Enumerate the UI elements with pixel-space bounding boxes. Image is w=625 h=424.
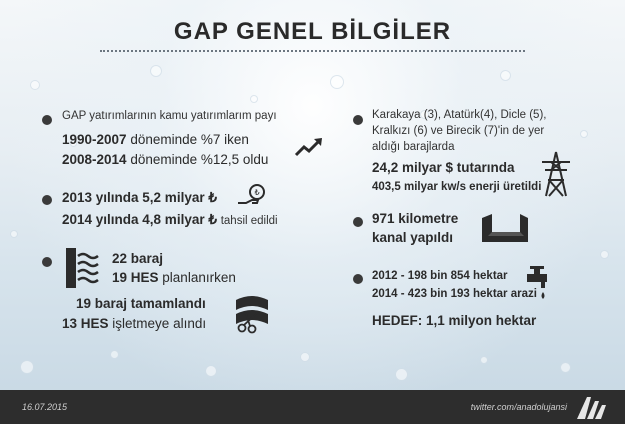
hes-text: planlanırken — [162, 270, 236, 285]
collection-2014 — [62, 212, 278, 228]
period-text: döneminde %12,5 oldu — [130, 152, 269, 167]
coin-hand-icon — [236, 183, 270, 207]
trend-up-icon — [294, 136, 324, 158]
period-label: 2008-2014 — [62, 152, 127, 167]
collection-text: tahsil edildi — [220, 215, 278, 227]
power-tower-icon — [538, 150, 574, 198]
dams-list-line1: Karakaya (3), Atatürk(4), Dicle (5), — [372, 109, 547, 121]
bullet — [42, 195, 52, 205]
ribbon-cutting-icon — [232, 292, 272, 334]
irrigation-2014: 2014 - 423 bin 193 hektar arazi — [372, 288, 537, 300]
bullet — [42, 257, 52, 267]
hes-operational — [62, 316, 206, 331]
twitter-handle[interactable]: twitter.com/anadolujansi — [470, 402, 567, 412]
collection-2013: 2013 yılında 5,2 milyar ₺ — [62, 190, 217, 205]
footer-bar — [0, 390, 625, 424]
collection-label: 2014 yılında 4,8 milyar ₺ — [62, 212, 217, 227]
bullet — [353, 115, 363, 125]
bullet — [42, 115, 52, 125]
dam-water-icon — [64, 246, 104, 290]
dam-count: 22 baraj — [112, 251, 164, 266]
investment-intro: GAP yatırımlarının kamu yatırımlarım payı — [62, 110, 277, 122]
energy-value: 24,2 milyar $ tutarında — [372, 160, 515, 175]
target-hectare: HEDEF: 1,1 milyon hektar — [372, 313, 537, 328]
irrigation-2012: 2012 - 198 bin 854 hektar — [372, 270, 508, 282]
hes-label: 19 HES — [112, 270, 159, 285]
period-text: döneminde %7 iken — [130, 132, 249, 147]
canal-length: 971 kilometre — [372, 211, 459, 226]
anadolu-agency-logo — [575, 393, 609, 421]
svg-text:₺: ₺ — [254, 188, 260, 197]
dams-completed: 19 baraj tamamlandı — [76, 296, 206, 311]
dams-list-line3: aldığı barajlarda — [372, 141, 455, 153]
bullet — [353, 217, 363, 227]
hes-text: işletmeye alındı — [112, 316, 207, 331]
dams-list-line2: Kralkızı (6) ve Birecik (7)'in de yer — [372, 125, 545, 137]
period-2008-2014 — [62, 152, 268, 167]
canal-status: kanal yapıldı — [372, 230, 454, 245]
page-title: GAP GENEL BİLGİLER — [173, 18, 452, 45]
date-label: 16.07.2015 — [22, 402, 68, 412]
energy-production: 403,5 milyar kw/s enerji üretildi — [372, 181, 542, 193]
canal-icon — [480, 212, 530, 246]
water-tap-icon — [525, 266, 557, 304]
period-label: 1990-2007 — [62, 132, 127, 147]
hes-planned — [112, 270, 236, 285]
title-divider — [100, 50, 525, 52]
bullet — [353, 274, 363, 284]
period-1990-2007 — [62, 132, 249, 147]
hes-label: 13 HES — [62, 316, 109, 331]
